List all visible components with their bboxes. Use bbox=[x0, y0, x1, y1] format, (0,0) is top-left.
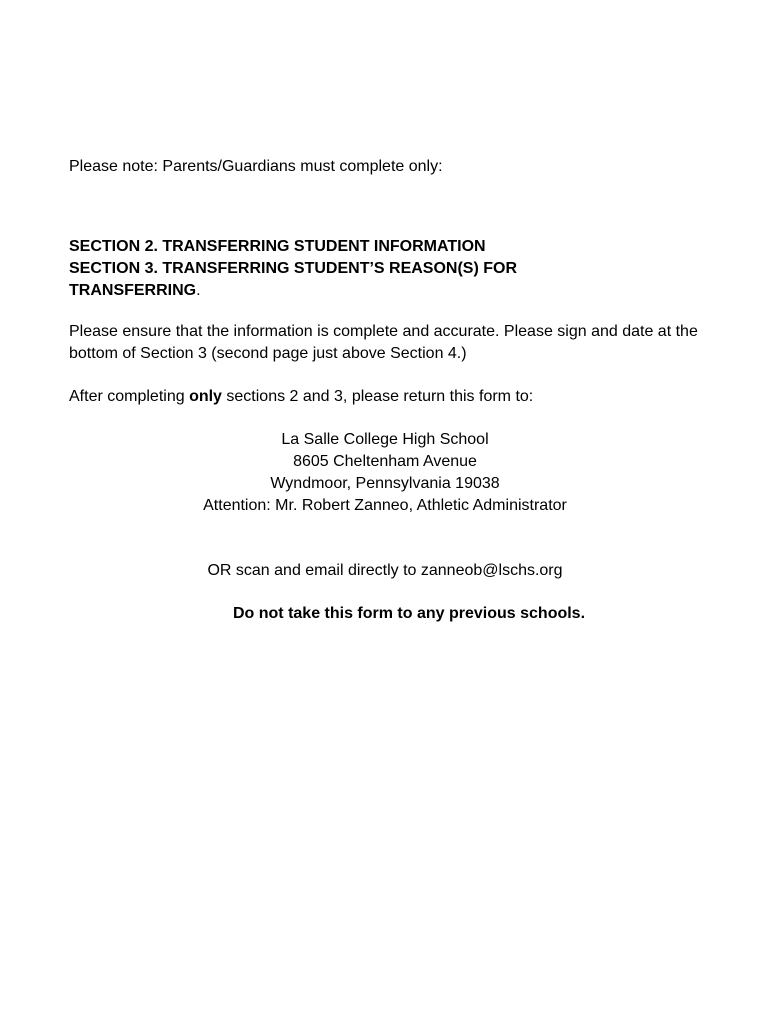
school-name: La Salle College High School bbox=[281, 431, 489, 448]
warning-note: Do not take this form to any previous schools. bbox=[232, 605, 586, 622]
section-3-title: SECTION 3. TRANSFERRING STUDENT’S REASON(S) FOR bbox=[69, 260, 518, 277]
email-instruction: OR scan and email directly to zanneob@lschs.org bbox=[207, 562, 563, 579]
attention-line: Attention: Mr. Robert Zanneo, Athletic Administrator bbox=[203, 497, 567, 514]
return-instruction bbox=[69, 386, 742, 408]
section-3-title-continued bbox=[69, 280, 742, 302]
mailing-address bbox=[0, 429, 770, 517]
section-3-title-period: . bbox=[196, 282, 201, 299]
sections-list bbox=[69, 236, 742, 302]
city-state-zip: Wyndmoor, Pennsylvania 19038 bbox=[270, 475, 500, 492]
return-instruction-prefix: After completing bbox=[69, 388, 190, 405]
return-instruction-emphasis: only bbox=[189, 388, 222, 405]
section-2-title: SECTION 2. TRANSFERRING STUDENT INFORMATION bbox=[69, 238, 486, 255]
street-address: 8605 Cheltenham Avenue bbox=[293, 453, 477, 470]
return-instruction-suffix: sections 2 and 3, please return this form to: bbox=[221, 388, 534, 405]
ensure-paragraph: Please ensure that the information is complete and accurate. Please sign and date at the bottom of Section 3 (second page just above Section 4.) bbox=[69, 323, 698, 362]
instruction-note: Please note: Parents/Guardians must complete only: bbox=[69, 158, 443, 175]
section-3-title-end: TRANSFERRING bbox=[69, 282, 197, 299]
